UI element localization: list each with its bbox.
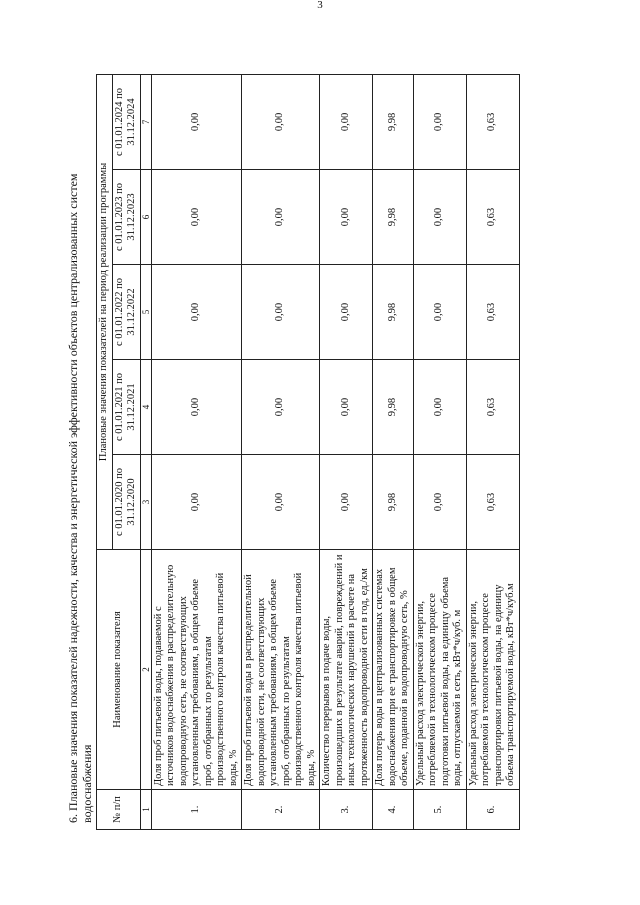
section-heading-line-2: водоснабжения xyxy=(80,744,94,823)
column-index: 1 xyxy=(140,790,151,830)
indicator-value: 9,98 xyxy=(373,74,414,169)
indicator-value: 0,63 xyxy=(466,455,519,550)
column-index: 6 xyxy=(140,170,151,265)
header-period: с 01.01.2022 по 31.12.2022 xyxy=(112,265,140,360)
header-period: с 01.01.2023 по 31.12.2023 xyxy=(112,170,140,265)
table-row xyxy=(466,74,519,829)
header-group: Плановые значения показателей на период реализации программы xyxy=(97,74,113,549)
indicator-value: 0,63 xyxy=(466,265,519,360)
indicator-value: 0,00 xyxy=(413,170,466,265)
indicator-value: 0,63 xyxy=(466,170,519,265)
indicator-value: 0,00 xyxy=(242,74,320,169)
indicator-value: 0,00 xyxy=(320,170,373,265)
indicator-value: 0,00 xyxy=(320,265,373,360)
indicator-value: 0,00 xyxy=(242,360,320,455)
column-index: 4 xyxy=(140,360,151,455)
row-number: 6. xyxy=(466,790,519,830)
indicator-value: 0,00 xyxy=(413,360,466,455)
row-number: 1. xyxy=(151,790,242,830)
column-index: 3 xyxy=(140,455,151,550)
row-number: 5. xyxy=(413,790,466,830)
row-number: 4. xyxy=(373,790,414,830)
column-index: 2 xyxy=(140,550,151,790)
section-heading-line-1: 6. Плановые значения показателей надежности, качества и энергетической эффективности объектов централизованных систем xyxy=(66,173,80,823)
row-number: 3. xyxy=(320,790,373,830)
header-row-1 xyxy=(97,74,113,829)
indicator-name: Доля проб питьевой воды в распределительной водопроводной сети, не соответствующих установленным требованиям, в общем объеме проб, отобранных по результатам производственного контроля качества питьевой воды, % xyxy=(242,550,320,790)
indicator-value: 0,63 xyxy=(466,74,519,169)
header-period: с 01.01.2021 по 31.12.2021 xyxy=(112,360,140,455)
indicator-value: 0,00 xyxy=(413,265,466,360)
indicator-value: 9,98 xyxy=(373,455,414,550)
indicator-name: Удельный расход электрической энергии, потребляемой в технологическом процессе подготовки питьевой воды, на единицу объема воды, отпускаемой в сеть, кВт*ч/куб. м xyxy=(413,550,466,790)
indicator-value: 0,00 xyxy=(242,265,320,360)
indicator-name: Удельный расход электрической энергии, потребляемой в технологическом процессе транспортировки питьевой воды, на единицу объема транспортируемой воды, кВт*ч/куб.м xyxy=(466,550,519,790)
indicator-name: Доля потерь воды в централизованных системах водоснабжения при ее транспортировке в общем объеме, поданной в водопроводную сеть, % xyxy=(373,550,414,790)
indicator-value: 9,98 xyxy=(373,170,414,265)
section-heading xyxy=(66,118,94,823)
indicator-value: 9,98 xyxy=(373,265,414,360)
indicator-value: 0,00 xyxy=(151,74,242,169)
indicator-value: 0,00 xyxy=(242,455,320,550)
column-index-row xyxy=(140,74,151,829)
indicator-value: 0,00 xyxy=(151,455,242,550)
table-row xyxy=(151,74,242,829)
column-index: 7 xyxy=(140,74,151,169)
page-number: 3 xyxy=(317,0,323,11)
indicator-value: 0,00 xyxy=(320,74,373,169)
table-row xyxy=(320,74,373,829)
indicator-value: 0,00 xyxy=(151,170,242,265)
header-period: с 01.01.2024 по 31.12.2024 xyxy=(112,74,140,169)
indicator-value: 0,63 xyxy=(466,360,519,455)
table-row xyxy=(242,74,320,829)
table-row xyxy=(413,74,466,829)
indicator-name: Доля проб питьевой воды, подаваемой с источников водоснабжения в распределительную водопроводную сеть, не соответствующих установленным требованиям, в общем объеме проб, отобранных по результатам производственного контроля качества питьевой воды, % xyxy=(151,550,242,790)
indicator-value: 0,00 xyxy=(242,170,320,265)
table-row xyxy=(373,74,414,829)
indicator-value: 9,98 xyxy=(373,360,414,455)
indicator-value: 0,00 xyxy=(320,455,373,550)
indicator-value: 0,00 xyxy=(151,265,242,360)
indicator-value: 0,00 xyxy=(320,360,373,455)
header-period: с 01.01.2020 по 31.12.2020 xyxy=(112,455,140,550)
indicator-value: 0,00 xyxy=(413,74,466,169)
column-index: 5 xyxy=(140,265,151,360)
header-num: № п/п xyxy=(97,790,141,830)
header-name: Наименование показателя xyxy=(97,550,141,790)
indicator-name: Количество перерывов в подаче воды, произошедших в результате аварий, повреждений и иных технологических нарушений в расчете на протяженность водопроводной сети в год, ед./км xyxy=(320,550,373,790)
indicator-value: 0,00 xyxy=(151,360,242,455)
indicator-value: 0,00 xyxy=(413,455,466,550)
indicators-table xyxy=(96,74,520,830)
row-number: 2. xyxy=(242,790,320,830)
